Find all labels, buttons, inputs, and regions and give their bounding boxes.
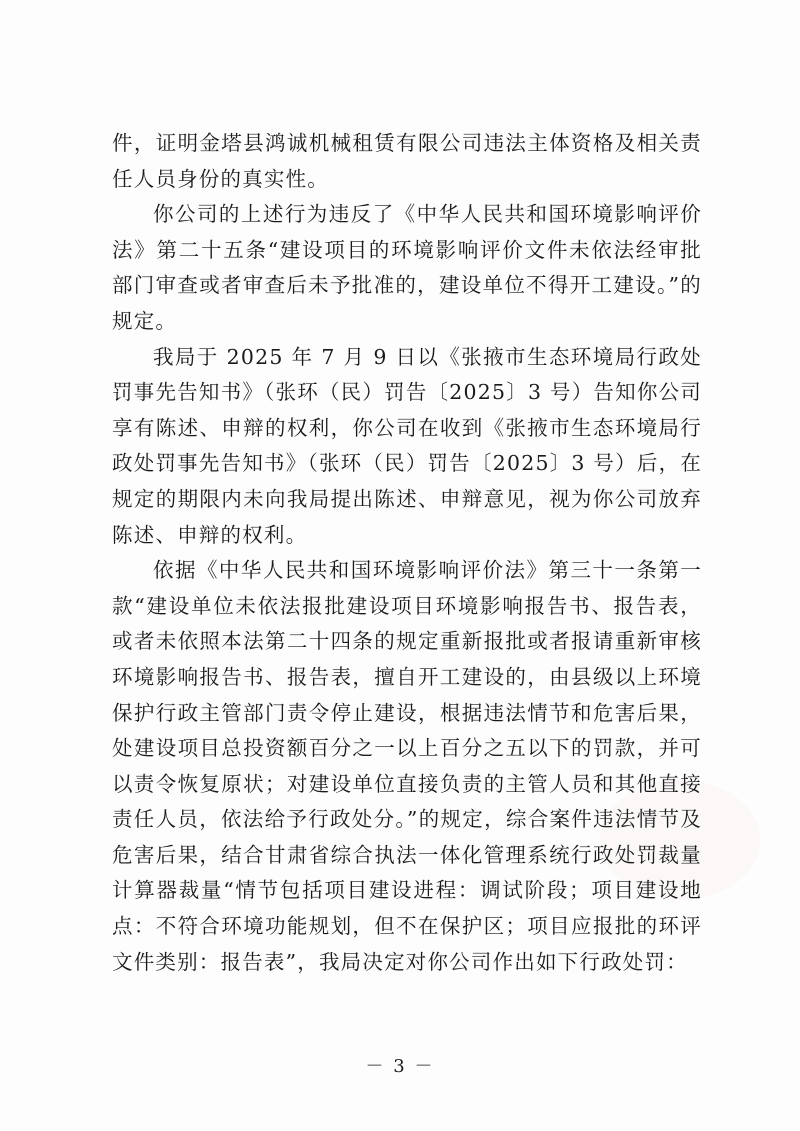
paragraph-legal-basis: 依据《中华人民共和国环境影响评价法》第三十一条第一款“建设单位未依法报批建设项目环境影响报告书、报告表，或者未依照本法第二十四条的规定重新报批或者报请重新审核环境影响报告书、报告表，擅自开工建设的，由县级以上环境保护行政主管部门责令停止建设，根据违法情节和危害后果，处建设项目总投资额百分之一以上百分之五以下的罚款，并可以责令恢复原状；对建设单位直接负责的主管人员和其他直接责任人员，依法给予行政处分。”的规定，综合案件违法情节及危害后果，结合甘肃省综合执法一体化管理系统行政处罚裁量计算器裁量“情节包括项目建设进程：调试阶段；项目建设地点：不符合环境功能规划，但不在保护区；项目应报批的环评文件类别：报告表”，我局决定对你公司作出如下行政处罚：: [112, 558, 702, 974]
paragraph-violation: 你公司的上述行为违反了《中华人民共和国环境影响评价法》第二十五条“建设项目的环境影响评价文件未依法经审批部门审查或者审查后未予批准的，建设单位不得开工建设。”的规定。: [112, 202, 702, 333]
document-body: [112, 126, 702, 980]
paragraph-notice: 我局于 2025 年 7 月 9 日以《张掖市生态环境局行政处罚事先告知书》（张环（民）罚告〔2025〕3 号）告知你公司享有陈述、申辩的权利，你公司在收到《张掖市生态环境局行政处罚事先告知书》（张环（民）罚告〔2025〕3 号）后，在规定的期限内未向我局提出陈述、申辩意见，视为你公司放弃陈述、申辩的权利。: [112, 344, 702, 547]
page-number: － 3 －: [365, 1056, 435, 1077]
paragraph-continuation: 件，证明金塔县鸿诚机械租赁有限公司违法主体资格及相关责任人员身份的真实性。: [112, 131, 702, 191]
